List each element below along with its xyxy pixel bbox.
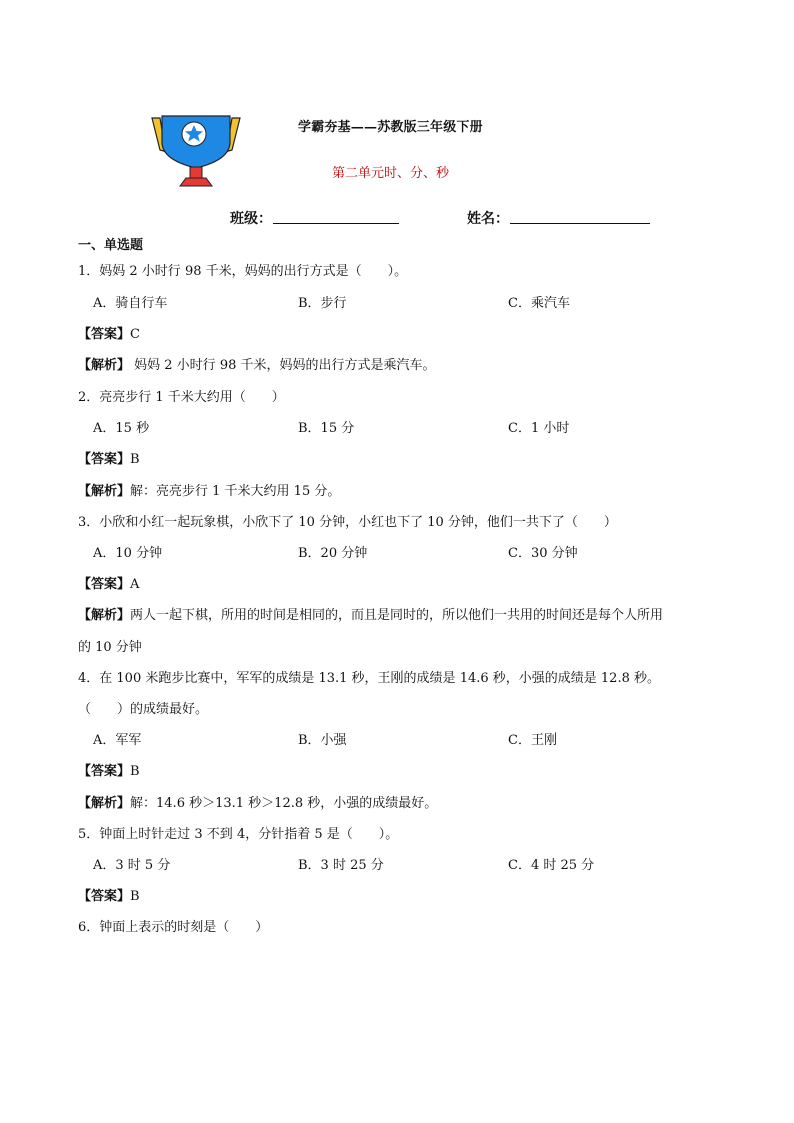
answer-line — [78, 760, 140, 779]
option-c: C．30 分钟 — [508, 546, 578, 561]
option-c: C．1 小时 — [508, 421, 570, 436]
question-stem: 1．妈妈 2 小时行 98 千米，妈妈的出行方式是（ ）。 — [78, 264, 408, 279]
answer-value: B — [130, 452, 140, 467]
section-title: 一、单选题 — [78, 238, 144, 253]
option-c: C．王刚 — [508, 733, 557, 748]
name-field-line[interactable] — [510, 223, 650, 224]
analysis-line — [78, 354, 436, 373]
answer-label: 【答案】 — [78, 764, 131, 779]
class-label: 班级： — [230, 211, 272, 227]
question-stem: 6．钟面上表示的时刻是（ ） — [78, 920, 269, 935]
analysis-label: 【解析】 — [78, 608, 131, 623]
option-a: A．3 时 5 分 — [93, 858, 171, 873]
question-stem: 4．在 100 米跑步比赛中，军军的成绩是 13.1 秒，王刚的成绩是 14.6 秒，小强的成绩是 12.8 秒。 — [78, 671, 660, 686]
analysis-line — [78, 480, 340, 499]
question-stem: 2．亮亮步行 1 千米大约用（ ） — [78, 390, 285, 405]
analysis-text: 解：14.6 秒＞13.1 秒＞12.8 秒，小强的成绩最好。 — [130, 796, 438, 811]
page-title: 学霸夯基——苏教版三年级下册 — [298, 120, 483, 135]
answer-value: C — [130, 327, 140, 342]
answer-label: 【答案】 — [78, 327, 131, 342]
answer-line — [78, 573, 139, 592]
analysis-text: 解：亮亮步行 1 千米大约用 15 分。 — [130, 484, 341, 499]
answer-label: 【答案】 — [78, 889, 131, 904]
option-c: C．乘汽车 — [508, 296, 570, 311]
analysis-label: 【解析】 — [78, 796, 131, 811]
analysis-text-continued: 的 10 分钟 — [78, 640, 142, 655]
class-field-line[interactable] — [273, 223, 399, 224]
option-c: C．4 时 25 分 — [508, 858, 595, 873]
analysis-text: 两人一起下棋，所用的时间是相同的，而且是同时的，所以他们一共用的时间还是每个人所用 — [130, 608, 664, 623]
analysis-label: 【解析】 — [78, 358, 131, 373]
question-stem: 3．小欣和小红一起玩象棋，小欣下了 10 分钟，小红也下了 10 分钟，他们一共下了（ ） — [78, 515, 617, 530]
option-b: B．小强 — [298, 733, 347, 748]
answer-label: 【答案】 — [78, 452, 131, 467]
answer-label: 【答案】 — [78, 577, 131, 592]
option-b: B．15 分 — [298, 421, 355, 436]
option-a: A．军军 — [93, 733, 142, 748]
question-stem-continued: （ ）的成绩最好。 — [78, 702, 209, 717]
answer-value: A — [130, 577, 140, 592]
answer-value: B — [130, 764, 140, 779]
trophy-star-icon — [150, 110, 242, 190]
analysis-label: 【解析】 — [78, 484, 131, 499]
option-a: A．骑自行车 — [93, 296, 168, 311]
name-label: 姓名： — [467, 211, 509, 227]
option-b: B．步行 — [298, 296, 347, 311]
page-subtitle: 第二单元时、分、秒 — [332, 166, 450, 181]
answer-line — [78, 448, 140, 467]
answer-line — [78, 323, 140, 342]
answer-value: B — [130, 889, 140, 904]
option-b: B．20 分钟 — [298, 546, 368, 561]
option-b: B．3 时 25 分 — [298, 858, 384, 873]
question-stem: 5．钟面上时针走过 3 不到 4，分针指着 5 是（ ）。 — [78, 827, 399, 842]
analysis-line — [78, 792, 437, 811]
analysis-line — [78, 604, 663, 623]
answer-line — [78, 885, 140, 904]
option-a: A．10 分钟 — [93, 546, 163, 561]
option-a: A．15 秒 — [93, 421, 150, 436]
analysis-text: 妈妈 2 小时行 98 千米，妈妈的出行方式是乘汽车。 — [130, 358, 436, 373]
